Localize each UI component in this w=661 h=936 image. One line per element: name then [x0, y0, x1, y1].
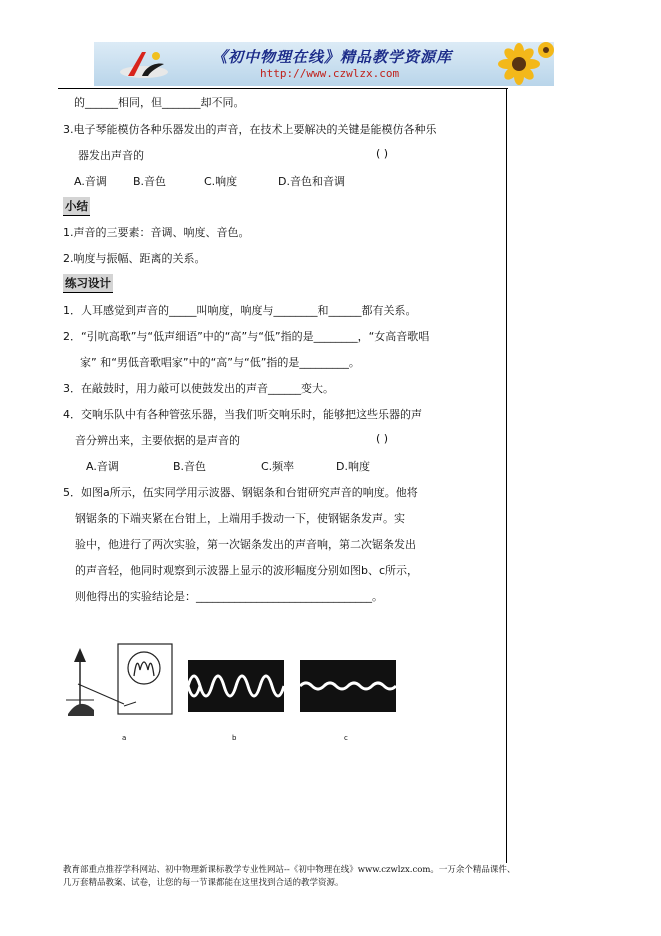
banner-url: http://www.czwlzx.com: [260, 67, 400, 80]
figure-label-c: c: [344, 734, 348, 742]
section-practice-heading: 练习设计: [63, 274, 113, 293]
option-a: A.音调: [74, 175, 107, 188]
practice-question-5-line1: 5．如图a所示，伍实同学用示波器、钢锯条和台钳研究声音的响度。他将: [63, 486, 418, 499]
sunflower-icon: [474, 42, 554, 86]
practice-question-4-line1: 4．交响乐队中有各种管弦乐器，当我们听交响乐时，能够把这些乐器的声: [63, 408, 422, 421]
header-banner: [94, 42, 554, 86]
practice-question-1: 1．人耳感觉到声音的_____叫响度，响度与________和______都有关系。: [63, 304, 417, 317]
logo-icon: [116, 48, 176, 82]
banner-title: 《初中物理在线》精品教学资源库: [212, 48, 453, 66]
summary-item: 2.响度与振幅、距离的关系。: [63, 252, 206, 265]
question-3-line2: 器发出声音的: [78, 149, 144, 162]
practice-question-5-line4: 的声音轻，他同时观察到示波器上显示的波形幅度分别如图b、c所示，: [75, 564, 419, 577]
figure-label-a: a: [122, 734, 127, 742]
figure-label-b: b: [232, 734, 237, 742]
option-c: C.响度: [204, 175, 238, 188]
option-b: B.音色: [133, 175, 167, 188]
option-b: B.音色: [173, 460, 207, 473]
option-d: D.响度: [336, 460, 370, 473]
practice-question-5-line2: 钢锯条的下端夹紧在台钳上，上端用手拨动一下，使钢锯条发声。实: [75, 512, 405, 525]
answer-paren: ( ): [376, 432, 389, 445]
figure-b-waveform: [188, 660, 284, 712]
question-3-line1: 3.电子琴能模仿各种乐器发出的声音，在技术上要解决的关键是能模仿各种乐: [63, 123, 437, 136]
footer-line: 几万套精品教案、试卷，让您的每一节课都能在这里找到合适的教学资源。: [63, 878, 344, 888]
option-d: D.音色和音调: [278, 175, 345, 188]
summary-item: 1.声音的三要素：音调、响度、音色。: [63, 226, 250, 239]
practice-question-5-line3: 验中，他进行了两次实验，第一次锯条发出的声音响，第二次锯条发出: [75, 538, 416, 551]
figure-c-waveform: [300, 660, 396, 712]
margin-rule: [506, 88, 507, 863]
text-line: 的______相同，但_______却不同。: [74, 96, 245, 109]
practice-question-5-line5: 则他得出的实验结论是：________________________________。: [75, 590, 383, 603]
practice-question-2-line2: 家” 和“男低音歌唱家”中的“高”与“低”指的是_________。: [80, 356, 360, 369]
option-c: C.频率: [261, 460, 295, 473]
top-rule: [58, 88, 508, 89]
footer-line: 教育部重点推荐学科网站、初中物理新课标教学专业性网站--《初中物理在线》www.czwlzx.com。一万余个精品课件、: [63, 865, 516, 875]
practice-question-4-line2: 音分辨出来，主要依据的是声音的: [75, 434, 240, 447]
practice-question-3: 3．在敲鼓时，用力敲可以使鼓发出的声音______变大。: [63, 382, 334, 395]
option-a: A.音调: [86, 460, 119, 473]
practice-question-2-line1: 2．“引吭高歌”与“低声细语”中的“高”与“低”指的是________，“女高音歌唱: [63, 330, 430, 343]
oscilloscope-figure: [64, 640, 404, 750]
answer-paren: ( ): [376, 147, 389, 160]
section-summary-heading: 小结: [63, 197, 90, 216]
figure-a-apparatus: [64, 640, 174, 730]
page-footer: [63, 864, 583, 890]
